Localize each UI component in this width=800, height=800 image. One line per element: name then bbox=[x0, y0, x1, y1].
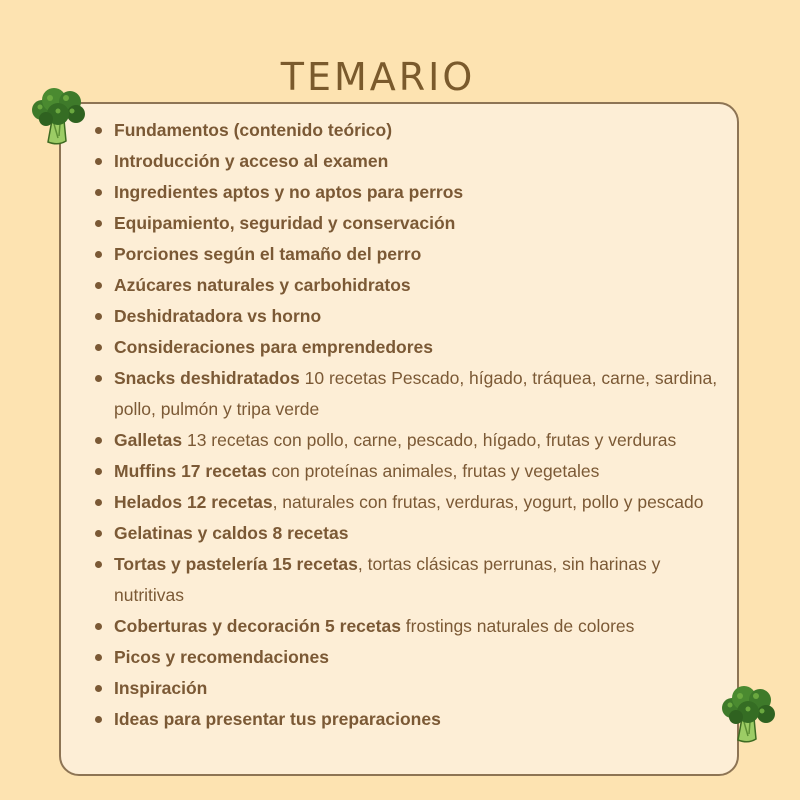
list-item: Azúcares naturales y carbohidratos bbox=[95, 270, 735, 301]
list-item: Snacks deshidratados 10 recetas Pescado, hígado, tráquea, carne, sardina, pollo, pulmón y tripa verde bbox=[95, 363, 735, 425]
list-item: Porciones según el tamaño del perro bbox=[95, 239, 735, 270]
list-item: Introducción y acceso al examen bbox=[95, 146, 735, 177]
list-item: Ingredientes aptos y no aptos para perros bbox=[95, 177, 735, 208]
list-item: Muffins 17 recetas con proteínas animales, frutas y vegetales bbox=[95, 456, 735, 487]
list-item: Gelatinas y caldos 8 recetas bbox=[95, 518, 735, 549]
list-item: Deshidratadora vs horno bbox=[95, 301, 735, 332]
broccoli-icon bbox=[28, 86, 88, 146]
list-item: Tortas y pastelería 15 recetas, tortas clásicas perrunas, sin harinas y nutritivas bbox=[95, 549, 735, 611]
topic-list bbox=[95, 115, 735, 735]
broccoli-icon bbox=[720, 684, 780, 744]
list-item: Helados 12 recetas, naturales con frutas, verduras, yogurt, pollo y pescado bbox=[95, 487, 735, 518]
list-item: Picos y recomendaciones bbox=[95, 642, 735, 673]
list-item: Consideraciones para emprendedores bbox=[95, 332, 735, 363]
list-item: Inspiración bbox=[95, 673, 735, 704]
list-item: Equipamiento, seguridad y conservación bbox=[95, 208, 735, 239]
list-item: Galletas 13 recetas con pollo, carne, pescado, hígado, frutas y verduras bbox=[95, 425, 735, 456]
list-item: Fundamentos (contenido teórico) bbox=[95, 115, 735, 146]
list-item: Coberturas y decoración 5 recetas frostings naturales de colores bbox=[95, 611, 735, 642]
list-item: Ideas para presentar tus preparaciones bbox=[95, 704, 735, 735]
page-title: TEMARIO bbox=[280, 55, 476, 100]
